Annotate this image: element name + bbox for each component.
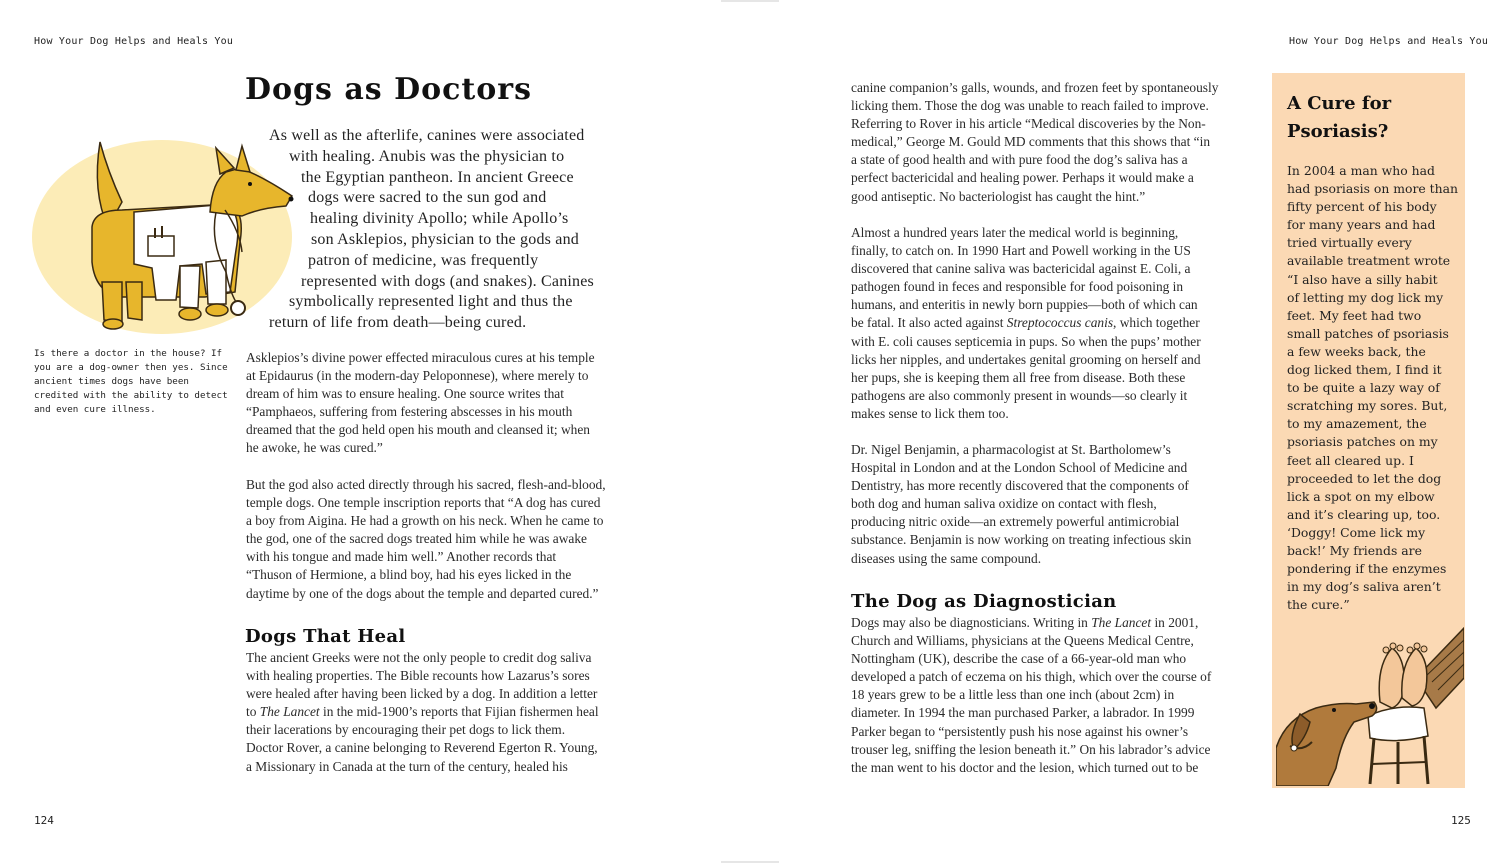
sidebar-line: and it’s clearing up, too. [1287, 506, 1441, 522]
text-line: Parker began to “persistently push his nose against his owner’s [851, 723, 1189, 739]
text-line: Asklepios’s divine power effected miraculous cures at his temple [246, 350, 595, 365]
text-fragment: , which together [1113, 315, 1200, 331]
text-line: her pups, she is keeping them all free from disease. Both these [851, 369, 1186, 385]
sidebar-line: for many years and had [1287, 217, 1436, 233]
text-line: he awoke, he was cured.” [246, 440, 383, 456]
journal-title: The Lancet [1091, 615, 1152, 630]
text-line: pathogen found in feces and responsible for food poisoning in [851, 279, 1184, 295]
text-fragment: in 2001, [1151, 615, 1199, 630]
text-line: Church and Williams, physicians at the Queens Medical Centre, [851, 633, 1194, 649]
text-line: Dentistry, has more recently discovered that the components of [851, 478, 1189, 494]
sidebar-line: pondering if the enzymes [1287, 561, 1447, 577]
right-paragraph-1 [851, 79, 1261, 206]
species-name: Streptococcus canis [1006, 315, 1114, 331]
text-line [851, 314, 1261, 332]
page-number-right: 125 [1451, 814, 1471, 827]
text-fragment: in the mid-1900’s reports that Fijian fishermen heal [319, 704, 599, 720]
subhead-wrap [245, 626, 406, 647]
text-line: at Epidaurus (in the modern-day Peloponnese), where merely to [246, 368, 589, 384]
text-line: finally, to catch on. In 1990 Hart and Powell working in the US [851, 243, 1191, 259]
caption-line: ancient times dogs have been [34, 376, 189, 387]
subhead-dogs-that-heal: Dogs That Heal [245, 626, 406, 647]
sidebar-line: scratching my sores. But, [1287, 398, 1448, 414]
text-line: The ancient Greeks were not the only people to credit dog saliva [246, 650, 592, 665]
text-line: “Thuson of Hermione, a blind boy, had his eyes licked in the [246, 567, 572, 583]
intro-line: the Egyptian pantheon. In ancient Greece [301, 168, 574, 186]
text-line: a Missionary in Canada at the turn of the century, healed his [246, 758, 568, 774]
sidebar-line: to my amazement, the [1287, 416, 1427, 432]
sidebar-line: lick a spot on my elbow [1287, 488, 1435, 504]
left-paragraph-1 [246, 349, 656, 458]
text-line: good antiseptic. No bacteriologist has caught the hint.” [851, 188, 1146, 204]
text-line [246, 703, 656, 721]
caption-line: and even cure illness. [34, 404, 156, 415]
text-line: licks her nipples, and undertakes genital grooming on herself and [851, 351, 1201, 367]
text-line: with healing properties. The Bible recounts how Lazarus’s sores [246, 668, 590, 684]
text-line: canine companion’s galls, wounds, and frozen feet by spontaneously [851, 80, 1219, 95]
text-line: diameter. In 1994 the man purchased Parker, a labrador. In 1999 [851, 705, 1195, 721]
illustration-caption [34, 347, 234, 417]
text-line: licking them. Those the dog was unable to reach failed to improve. [851, 98, 1209, 114]
dog-licking-feet-illustration [1276, 618, 1464, 786]
intro-line: dogs were sacred to the sun god and [308, 189, 547, 207]
text-fragment: be fatal. It also acted against [851, 315, 1007, 331]
right-paragraph-3 [851, 441, 1261, 568]
intro-line: As well as the afterlife, canines were associated [269, 127, 585, 144]
sidebar-line: the cure.” [1287, 597, 1350, 613]
sidebar-line: fifty percent of his body [1287, 199, 1437, 215]
sidebar-title [1287, 90, 1391, 146]
intro-line: healing divinity Apollo; while Apollo’s [310, 210, 569, 228]
text-line: humans, and enteritis in newly born puppies—both of which can [851, 297, 1198, 313]
running-head-right: How Your Dog Helps and Heals You [1289, 36, 1489, 47]
sidebar-line: proceeded to let the dog [1287, 470, 1442, 486]
sidebar-line: ‘Doggy! Come lick my [1287, 524, 1426, 540]
text-line: diseases using the same compound. [851, 550, 1042, 566]
sidebar-line: In 2004 a man who had [1287, 163, 1435, 178]
caption-line: Is there a doctor in the house? If [34, 348, 223, 359]
intro-paragraph [245, 126, 655, 334]
sidebar-line: to be quite a lazy way of [1287, 380, 1440, 396]
text-fragment: Dogs may also be diagnosticians. Writing in [851, 615, 1092, 630]
sidebar-line: feet all cleared up. I [1287, 452, 1414, 468]
sidebar-line: dog licked them, I find it [1287, 362, 1442, 378]
text-line: developed a patch of eczema on his thigh, which over the course of [851, 669, 1212, 685]
right-paragraph-4 [851, 614, 1261, 777]
sidebar-line: feet. My feet had two [1287, 307, 1422, 323]
text-line: with E. coli causes septicemia in pups. So when the pups’ mother [851, 333, 1201, 349]
text-line [851, 614, 1261, 632]
sidebar-line: a few weeks back, the [1287, 343, 1426, 359]
intro-line: with healing. Anubis was the physician to [289, 147, 565, 165]
top-gutter-mark [721, 0, 779, 2]
subhead-wrap-right [851, 591, 1117, 612]
text-line: makes sense to lick them too. [851, 405, 1009, 421]
sidebar-title-line: Psoriasis? [1287, 121, 1389, 142]
sidebar-line: back!’ My friends are [1287, 542, 1422, 558]
page-number-left: 124 [34, 814, 54, 827]
text-line: medical,” George M. Gould MD comments that this shows that “in [851, 134, 1211, 150]
text-line: Doctor Rover, a canine belonging to Reverend Egerton R. Young, [246, 740, 598, 756]
text-line: a state of good health and with pure food the dog’s saliva has a [851, 152, 1188, 168]
text-line: temple dogs. One temple inscription reports that “A dog has cured [246, 495, 601, 511]
text-line: trouser leg, sniffing the lesion beneath it.” On his labrador’s advice [851, 741, 1211, 757]
text-line: But the god also acted directly through his sacred, flesh-and-blood, [246, 477, 606, 492]
bottom-gutter-mark [721, 861, 779, 863]
text-line: Nottingham (UK), describe the case of a 66-year-old man who [851, 651, 1187, 667]
text-line: with his tongue and made him well.” Another records that [246, 549, 557, 565]
left-paragraph-2 [246, 476, 656, 603]
text-line: producing nitric oxide—an extremely powerful antimicrobial [851, 514, 1180, 530]
sidebar-line: had psoriasis on more than [1287, 181, 1458, 197]
intro-line: return of life from death—being cured. [269, 314, 527, 332]
sidebar-title-line: A Cure for [1287, 93, 1392, 114]
page-title: Dogs as Doctors [245, 72, 532, 107]
sidebar-text [1287, 162, 1458, 614]
sidebar-line: psoriasis patches on my [1287, 434, 1438, 450]
text-line: dreamed that the god held open his mouth and cleansed it; when [246, 422, 590, 438]
caption-line: you are a dog-owner then yes. Since [34, 362, 228, 373]
text-line: the man went to his doctor and the lesion, which turned out to be [851, 759, 1199, 775]
sidebar-line: in my dog’s saliva aren’t [1287, 579, 1441, 595]
sidebar-line: tried virtually every [1287, 235, 1412, 251]
text-line: Hospital in London and at the London School of Medicine and [851, 460, 1188, 476]
text-line: daytime by one of the dogs about the temple and departed cured.” [246, 585, 599, 601]
left-title-wrap [245, 72, 532, 107]
sidebar-line: “I also have a silly habit [1287, 271, 1438, 287]
subhead-dog-as-diagnostician: The Dog as Diagnostician [851, 591, 1117, 612]
text-line: Dr. Nigel Benjamin, a pharmacologist at St. Bartholomew’s [851, 442, 1171, 457]
text-line: perfect bactericidal and healing power. Perhaps it would make a [851, 170, 1194, 186]
text-line: their lacerations by encouraging their pet dogs to lick them. [246, 722, 566, 738]
psoriasis-sidebar [1272, 73, 1465, 788]
text-line: discovered that canine saliva was bactericidal against E. Coli, a [851, 261, 1191, 277]
intro-line: patron of medicine, was frequently [308, 251, 539, 269]
intro-line: symbolically represented light and thus the [289, 293, 573, 311]
sidebar-line: available treatment wrote [1287, 253, 1451, 269]
intro-line: represented with dogs (and snakes). Canines [301, 272, 594, 290]
text-line: 18 years grew to be a little less than one inch (about 2cm) in [851, 687, 1175, 703]
text-line: Almost a hundred years later the medical world is beginning, [851, 225, 1179, 240]
text-line: dream of him was to ensure healing. One source writes that [246, 386, 564, 402]
text-line: substance. Benjamin is now working on treating infectious skin [851, 532, 1192, 548]
caption-line: credited with the ability to detect [34, 390, 228, 401]
text-line: pathogens are also commonly present in wounds—so clearly it [851, 387, 1188, 403]
intro-line: son Asklepios, physician to the gods and [311, 230, 579, 248]
sidebar-line: small patches of psoriasis [1287, 325, 1449, 341]
text-line: a boy from Aigina. He had a growth on his neck. When he came to [246, 513, 604, 529]
text-fragment: to [246, 704, 260, 720]
text-line: “Pamphaeos, suffering from festering abscesses in his mouth [246, 404, 573, 420]
right-paragraph-2 [851, 224, 1261, 423]
left-paragraph-3 [246, 649, 656, 776]
text-line: were healed after having been licked by a dog. In addition a letter [246, 686, 598, 702]
journal-title: The Lancet [259, 704, 320, 720]
running-head-left: How Your Dog Helps and Heals You [34, 36, 234, 47]
sidebar-line: of letting my dog lick my [1287, 289, 1444, 305]
text-line: both dog and human saliva oxidize on contact with flesh, [851, 496, 1157, 512]
text-line: Referring to Rover in his article “Medical discoveries by the Non- [851, 116, 1206, 132]
text-line: the god, one of the sacred dogs treated him while he was awake [246, 531, 587, 547]
